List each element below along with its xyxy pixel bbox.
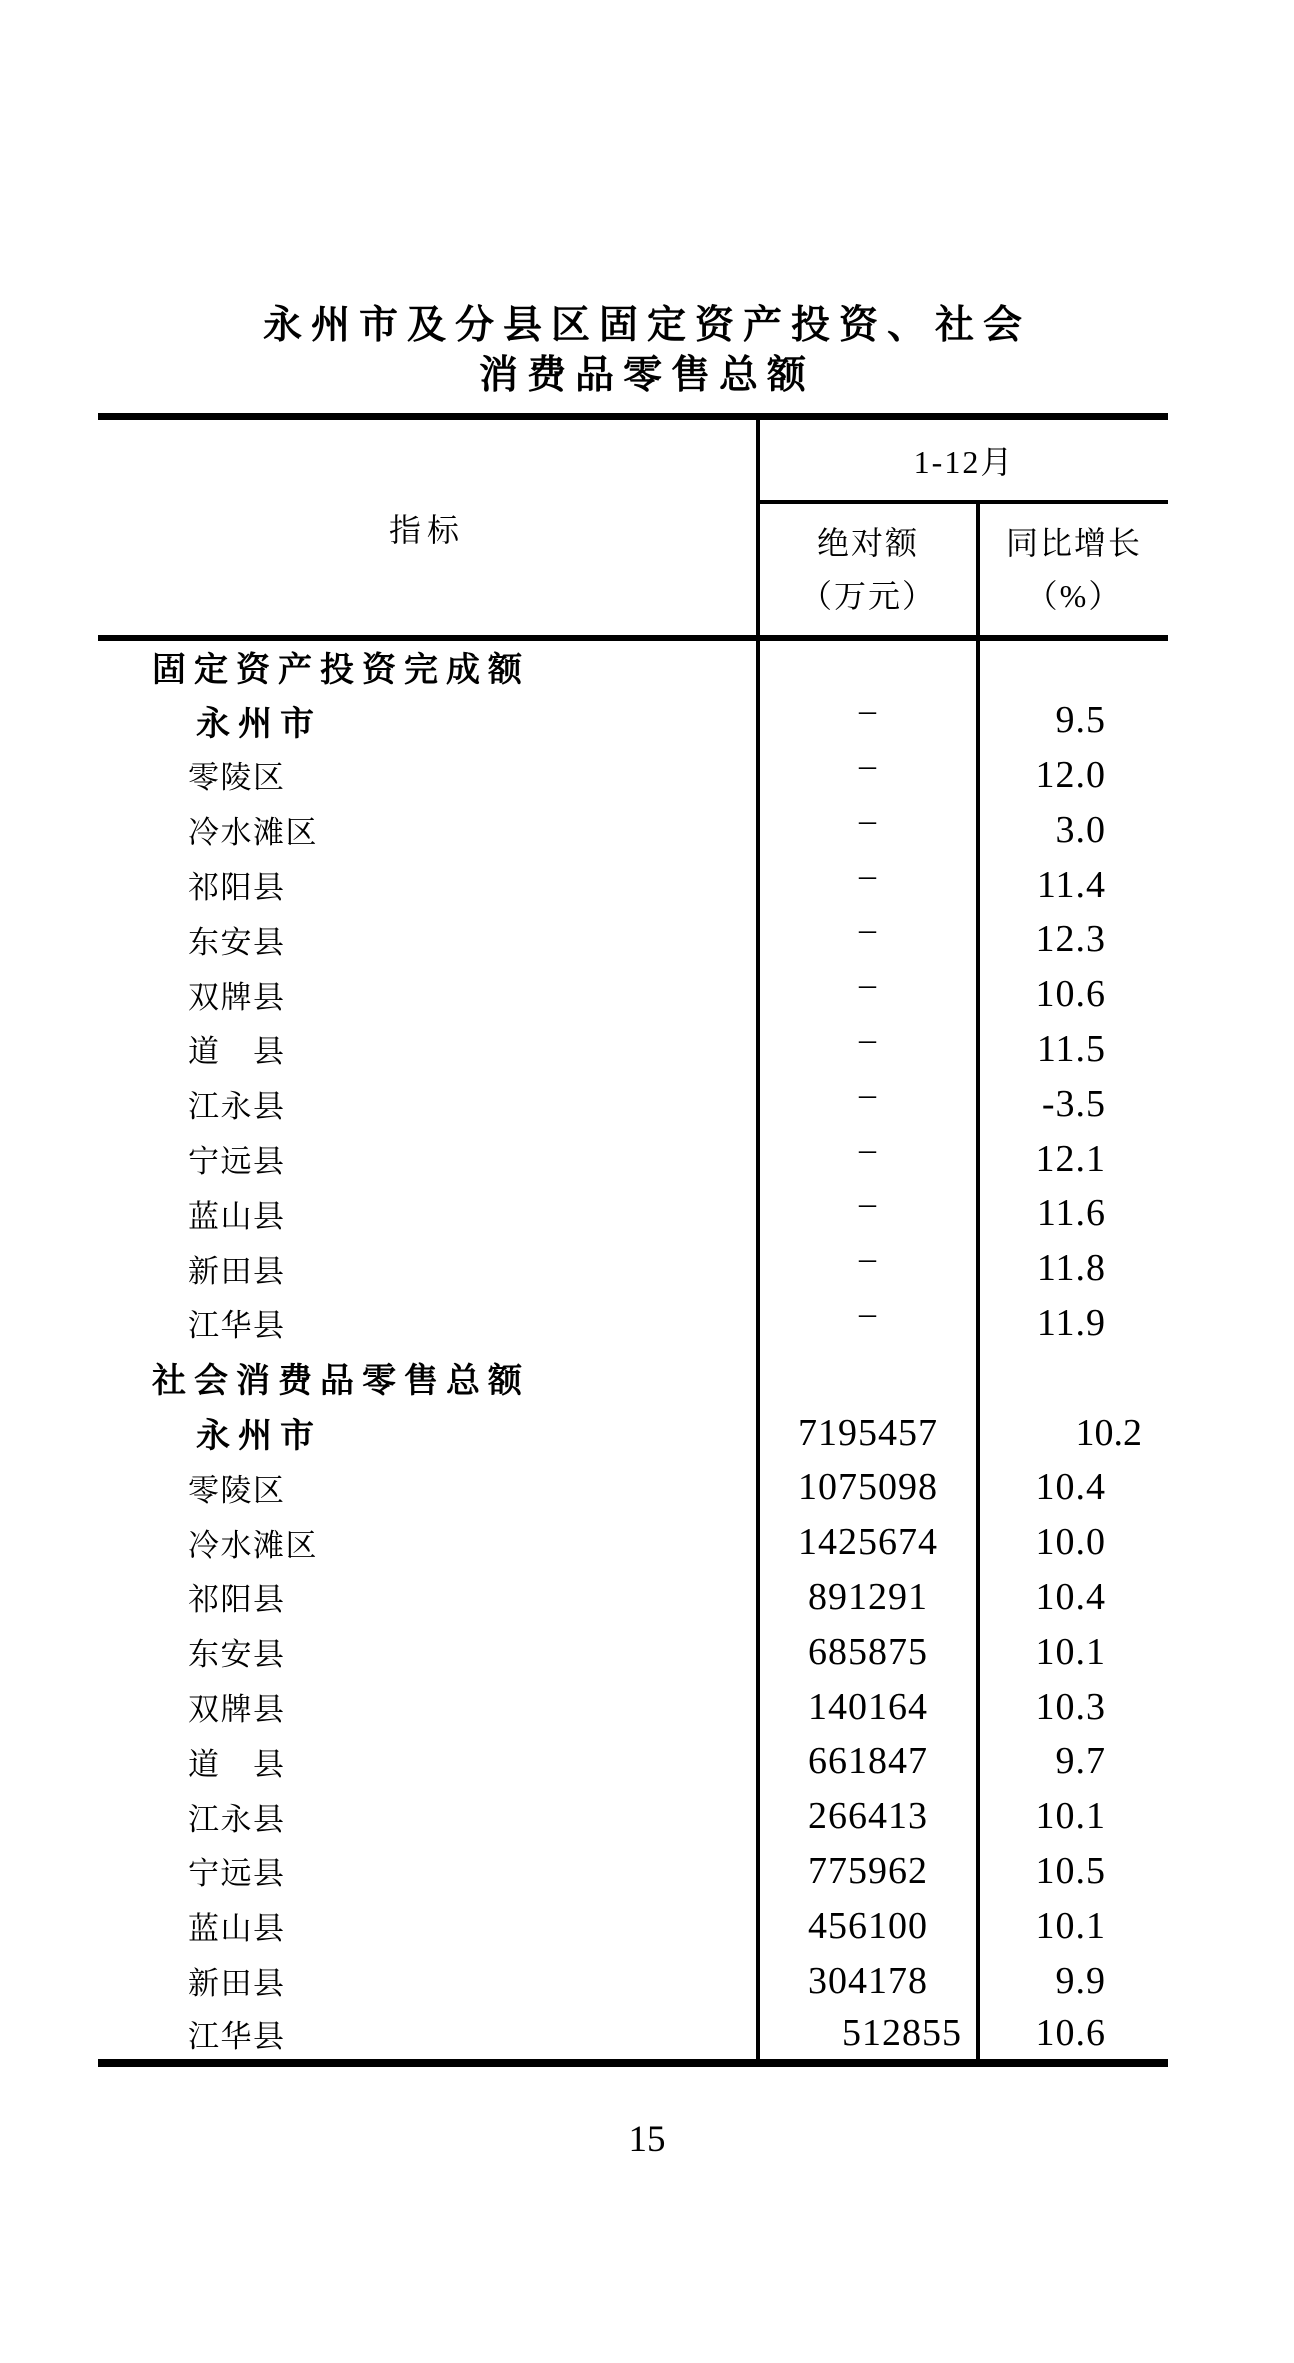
table-header [98,417,1168,639]
table-row [98,1076,1168,1131]
table-row [98,1515,1168,1570]
row-label: 蓝山县 [188,1911,286,1947]
table-row [98,1186,1168,1241]
header-absolute-amount: 绝对额（万元） [758,502,978,638]
row-label: 祁阳县 [188,870,286,906]
header-indicator: 指标 [98,417,758,639]
table-row [98,1953,1168,2008]
row-abs-value: 1075098 [758,1460,978,1515]
table-row [98,748,1168,803]
table-row [98,802,1168,857]
row-label: 江华县 [188,1308,286,1344]
page-number: 15 [628,2119,666,2160]
page-title [0,301,1294,401]
row-growth-value: 9.9 [1055,1959,1107,2002]
row-abs-value: 7195457 [758,1405,978,1460]
row-growth-value: 10.3 [1035,1685,1107,1728]
row-growth-value: 11.9 [1036,1301,1107,1344]
table-row [98,1624,1168,1679]
row-abs-value: – [758,748,978,803]
row-abs-value [758,638,978,693]
row-growth-value: 10.1 [1035,1630,1107,1673]
row-abs-value: – [758,693,978,748]
row-label: 江永县 [188,1089,286,1125]
table-row [98,693,1168,748]
row-label: 道 县 [188,1034,286,1070]
row-abs-value: – [758,1076,978,1131]
row-abs-value: – [758,1131,978,1186]
row-label: 永州市 [196,704,322,743]
row-label: 新田县 [188,1253,286,1289]
row-label: 冷水滩区 [188,815,318,851]
row-growth-value: 9.5 [1055,699,1107,742]
table-row [98,1570,1168,1625]
table-row [98,967,1168,1022]
row-label: 东安县 [188,924,286,960]
row-growth-value: 10.6 [1035,2012,1107,2055]
header-yoy-growth: 同比增长（%） [978,502,1168,638]
row-growth-value: 10.6 [1035,973,1107,1016]
row-abs-value: 266413 [758,1789,978,1844]
table-row [98,1789,1168,1844]
row-growth-value: 11.5 [1036,1027,1107,1070]
table-row [98,1405,1168,1460]
page-title-line1: 永州市及分县区固定资产投资、社会 [262,304,1031,347]
table-row [98,1460,1168,1515]
table-row [98,857,1168,912]
table-row [98,1679,1168,1734]
row-abs-value: 456100 [758,1898,978,1953]
row-abs-value: – [758,857,978,912]
row-label: 固定资产投资完成额 [152,651,530,690]
row-growth-value: 9.7 [1055,1740,1107,1783]
row-growth-value [978,638,1168,693]
page-title-line2: 消费品零售总额 [478,354,815,397]
table-row [98,1844,1168,1899]
row-label: 双牌县 [188,1692,286,1728]
row-label: 蓝山县 [188,1198,286,1234]
row-growth-value: 10.5 [1035,1849,1107,1892]
row-abs-value: 891291 [758,1570,978,1625]
row-abs-value: – [758,1022,978,1077]
row-abs-value: 512855 [758,2008,978,2063]
row-growth-value: 3.0 [1055,808,1107,851]
row-abs-value: – [758,1241,978,1296]
row-growth-value: 10.2 [1075,1411,1143,1454]
table-body [98,638,1168,2063]
row-abs-value: 1425674 [758,1515,978,1570]
row-label: 江永县 [188,1801,286,1837]
statistics-table [98,413,1168,2067]
row-label: 祁阳县 [188,1582,286,1618]
table-row [98,1241,1168,1296]
table-row [98,1131,1168,1186]
row-growth-value: 11.4 [1036,863,1107,906]
row-abs-value: – [758,912,978,967]
row-growth-value: 11.6 [1036,1192,1107,1235]
row-abs-value: – [758,967,978,1022]
row-growth-value: 12.1 [1035,1137,1107,1180]
row-label: 宁远县 [188,1144,286,1180]
row-growth-value [978,1350,1168,1405]
table-row [98,1296,1168,1351]
row-growth-value: 11.8 [1036,1247,1107,1290]
table-row [98,1022,1168,1077]
row-label: 冷水滩区 [188,1527,318,1563]
row-abs-value: 661847 [758,1734,978,1789]
row-label: 道 县 [188,1746,286,1782]
table-row [98,1898,1168,1953]
row-abs-value: 304178 [758,1953,978,2008]
row-label: 新田县 [188,1966,286,2002]
row-growth-value: 12.0 [1035,753,1107,796]
table-row [98,1734,1168,1789]
table-row [98,912,1168,967]
row-label: 社会消费品零售总额 [152,1362,530,1401]
row-abs-value: – [758,1296,978,1351]
row-abs-value: 685875 [758,1624,978,1679]
row-growth-value: 10.0 [1035,1521,1107,1564]
row-growth-value: -3.5 [1041,1082,1107,1125]
row-label: 零陵区 [188,760,286,796]
row-growth-value: 12.3 [1035,918,1107,961]
row-label: 江华县 [188,2018,286,2054]
row-abs-value: 140164 [758,1679,978,1734]
table-row-section [98,638,1168,693]
row-label: 永州市 [196,1417,322,1456]
table-row [98,2008,1168,2063]
row-growth-value: 10.1 [1035,1904,1107,1947]
row-label: 宁远县 [188,1856,286,1892]
row-growth-value: 10.4 [1035,1466,1107,1509]
header-period: 1-12月 [758,417,1168,503]
row-abs-value: 775962 [758,1844,978,1899]
row-label: 零陵区 [188,1472,286,1508]
row-abs-value: – [758,802,978,857]
row-abs-value: – [758,1186,978,1241]
row-growth-value: 10.4 [1035,1575,1107,1618]
row-label: 双牌县 [188,979,286,1015]
table-row-section [98,1350,1168,1405]
row-growth-value: 10.1 [1035,1795,1107,1838]
row-abs-value [758,1350,978,1405]
row-label: 东安县 [188,1637,286,1673]
